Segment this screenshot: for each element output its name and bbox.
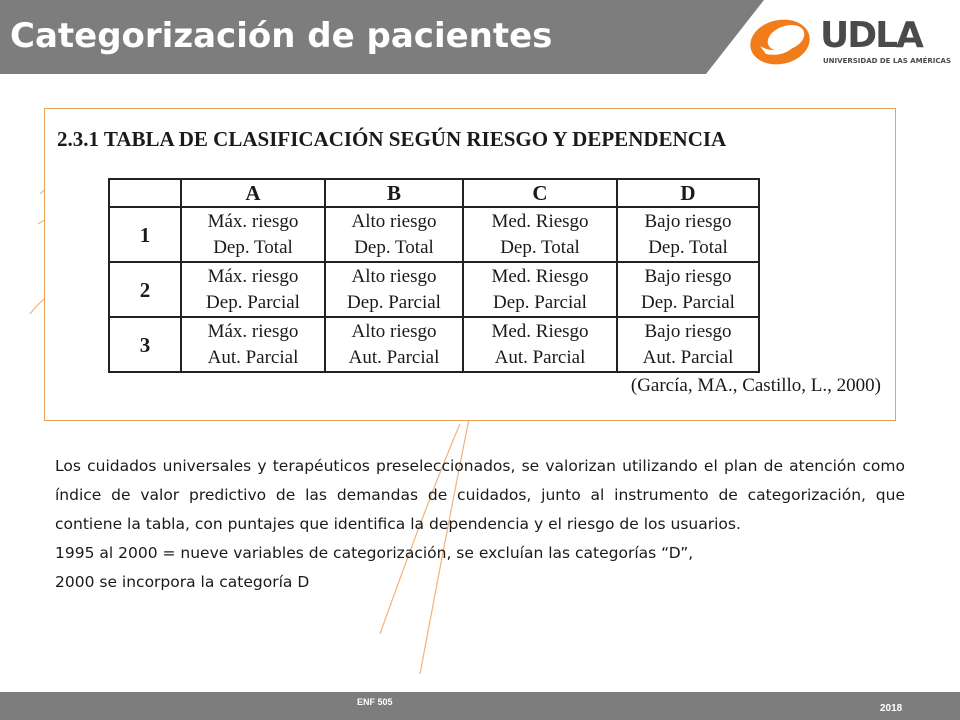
table-cell: [181, 207, 325, 262]
column-header: D: [617, 179, 759, 207]
dependency-text: Aut. Parcial: [348, 346, 440, 368]
table-row: [109, 262, 759, 317]
risk-text: Máx. riesgo: [207, 210, 299, 232]
risk-text: Alto riesgo: [351, 265, 437, 287]
risk-text: Med. Riesgo: [491, 210, 589, 232]
row-label: 1: [109, 207, 181, 262]
footer-year: 2018: [880, 703, 903, 714]
dependency-text: Dep. Total: [354, 236, 434, 258]
table-cell: [325, 207, 463, 262]
dependency-text: Dep. Total: [213, 236, 293, 258]
dependency-text: Aut. Parcial: [494, 346, 586, 368]
table-header-row: [109, 179, 759, 207]
udla-logo-mark-icon: [746, 12, 816, 70]
dependency-text: Dep. Parcial: [206, 291, 300, 313]
dependency-text: Dep. Parcial: [641, 291, 735, 313]
table-cell: [617, 262, 759, 317]
footer-course-label: ENF 505: [357, 697, 393, 707]
dependency-text: Aut. Parcial: [207, 346, 299, 368]
column-header: A: [181, 179, 325, 207]
table-cell: [181, 317, 325, 372]
table-citation: (García, MA., Castillo, L., 2000): [630, 375, 881, 396]
table-cell: [463, 317, 617, 372]
row-label: 2: [109, 262, 181, 317]
body-line-1995: 1995 al 2000 = nueve variables de categorización, se excluían las categorías “D”,: [55, 544, 694, 562]
dependency-text: Dep. Parcial: [347, 291, 441, 313]
dependency-text: Dep. Total: [500, 236, 580, 258]
logo-subtitle: UNIVERSIDAD DE LAS AMÉRICAS: [823, 57, 951, 65]
risk-text: Alto riesgo: [351, 320, 437, 342]
risk-text: Med. Riesgo: [491, 320, 589, 342]
table-row: [109, 317, 759, 372]
risk-text: Máx. riesgo: [207, 320, 299, 342]
dependency-text: Dep. Total: [648, 236, 728, 258]
header-band: [0, 0, 960, 74]
body-line-2000: 2000 se incorpora la categoría D: [55, 573, 310, 591]
column-header: B: [325, 179, 463, 207]
classification-table: [108, 178, 760, 373]
footer-band: [0, 692, 960, 720]
risk-text: Med. Riesgo: [491, 265, 589, 287]
table-row: [109, 207, 759, 262]
table-cell: [181, 262, 325, 317]
udla-logo: [746, 12, 951, 70]
risk-text: Alto riesgo: [351, 210, 437, 232]
risk-text: Máx. riesgo: [207, 265, 299, 287]
classification-figure: [44, 108, 896, 421]
table-cell: [463, 207, 617, 262]
body-text: [55, 452, 905, 597]
table-cell: [325, 317, 463, 372]
risk-text: Bajo riesgo: [644, 265, 732, 287]
body-paragraph: Los cuidados universales y terapéuticos preseleccionados, se valorizan utilizando el plan de atención como índice de valor predictivo de las demandas de cuidados, junto al instrumento de categorización, que contiene la tabla, con puntajes que identifica la dependencia y el riesgo de los usuarios.: [55, 457, 905, 533]
risk-text: Bajo riesgo: [644, 320, 732, 342]
table-cell: [463, 262, 617, 317]
table-cell: [617, 207, 759, 262]
table-corner-cell: [109, 179, 181, 207]
logo-wordmark: UDLA: [820, 15, 922, 56]
dependency-text: Aut. Parcial: [642, 346, 734, 368]
table-cell: [325, 262, 463, 317]
slide-title: Categorización de pacientes: [10, 16, 553, 56]
table-heading: 2.3.1 TABLA DE CLASIFICACIÓN SEGÚN RIESGO Y DEPENDENCIA: [57, 127, 727, 151]
column-header: C: [463, 179, 617, 207]
row-label: 3: [109, 317, 181, 372]
risk-text: Bajo riesgo: [644, 210, 732, 232]
dependency-text: Dep. Parcial: [493, 291, 587, 313]
table-cell: [617, 317, 759, 372]
